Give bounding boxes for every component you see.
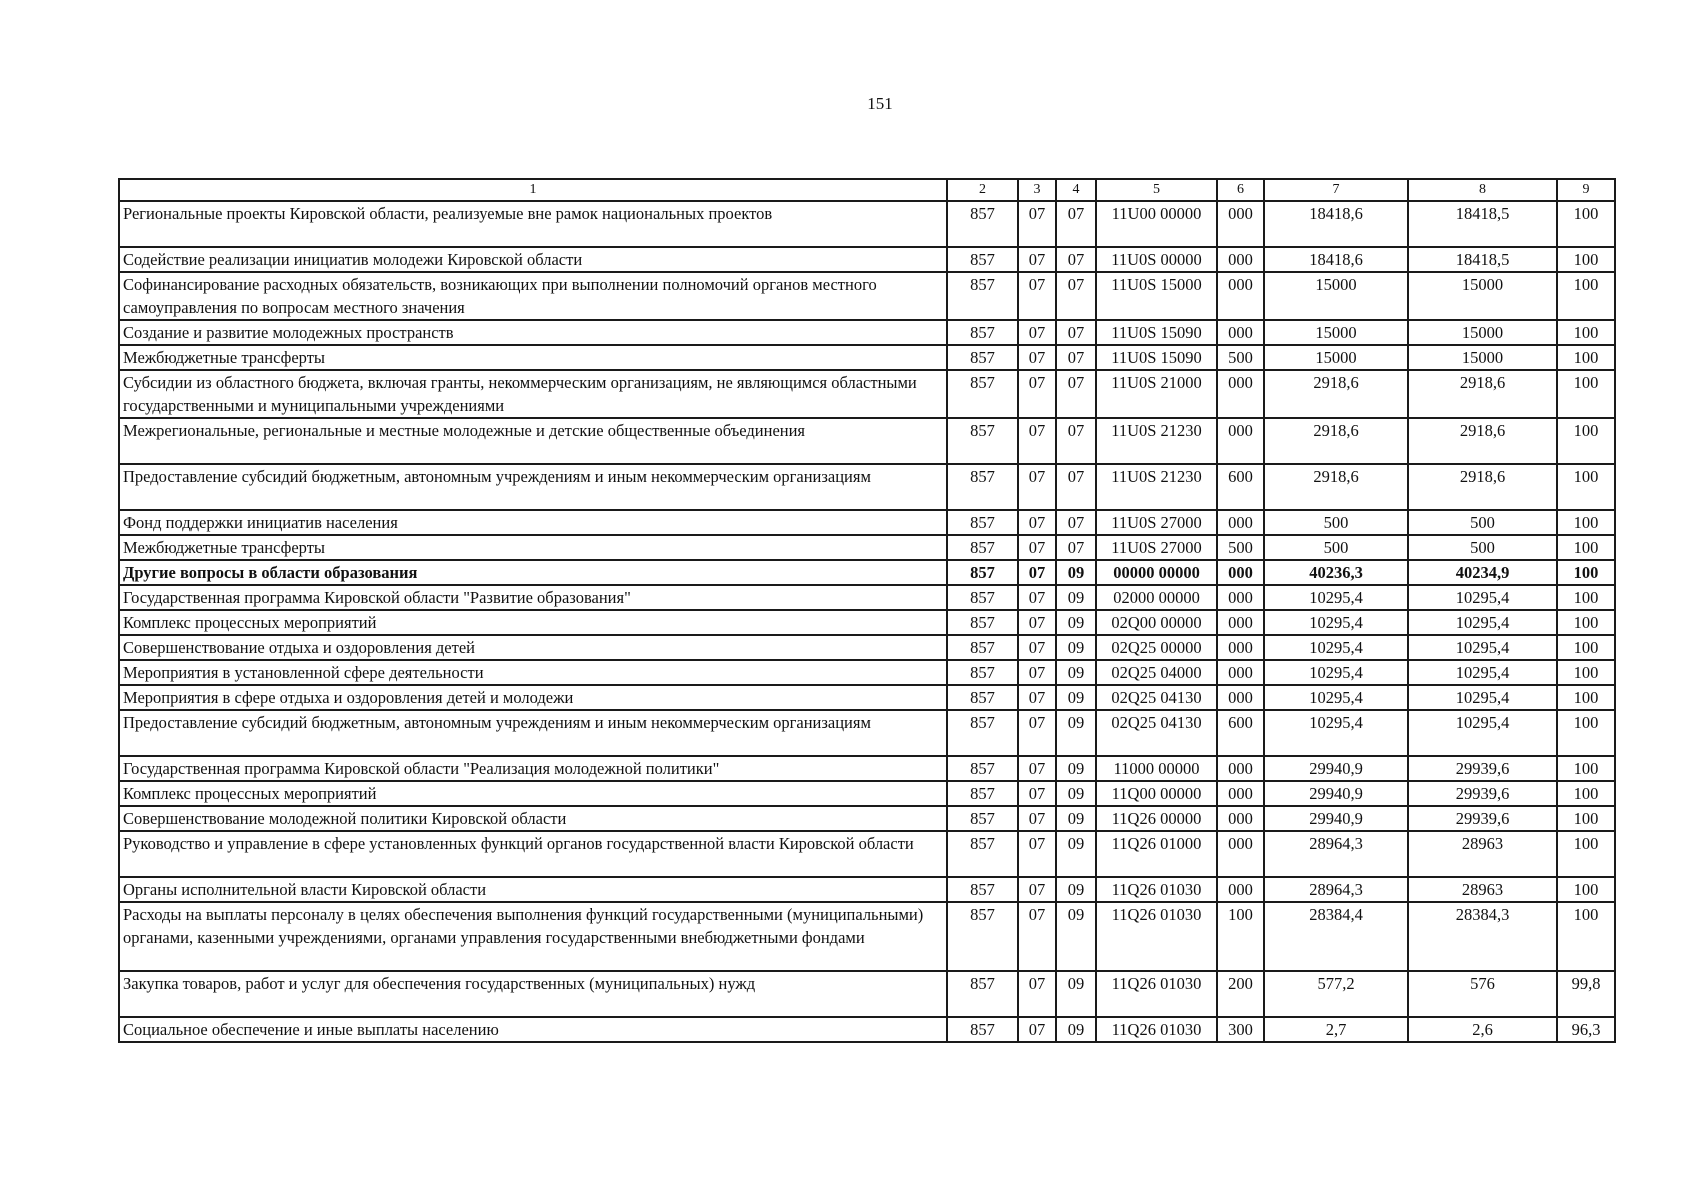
row-name-cell: Совершенствование отдыха и оздоровления детей	[119, 635, 947, 660]
row-name-cell: Межбюджетные трансферты	[119, 345, 947, 370]
row-section-cell: 07	[1018, 971, 1056, 1017]
table-row	[119, 710, 1615, 756]
row-executed-cell: 10295,4	[1408, 610, 1557, 635]
table-row	[119, 510, 1615, 535]
row-name-cell: Региональные проекты Кировской области, реализуемые вне рамок национальных проектов	[119, 201, 947, 247]
row-percent-cell: 96,3	[1557, 1017, 1615, 1042]
row-planned-cell: 2918,6	[1264, 464, 1408, 510]
row-section-cell: 07	[1018, 464, 1056, 510]
row-name-cell: Руководство и управление в сфере установленных функций органов государственной власти Кировской области	[119, 831, 947, 877]
row-code-cell: 857	[947, 345, 1018, 370]
row-expense-type-cell: 000	[1217, 247, 1264, 272]
row-section-cell: 07	[1018, 370, 1056, 418]
row-subsection-cell: 09	[1056, 610, 1096, 635]
row-subsection-cell: 07	[1056, 272, 1096, 320]
row-section-cell: 07	[1018, 660, 1056, 685]
row-target-code-cell: 11U0S 15090	[1096, 345, 1217, 370]
table-body	[119, 201, 1615, 1042]
row-expense-type-cell: 000	[1217, 320, 1264, 345]
row-expense-type-cell: 300	[1217, 1017, 1264, 1042]
table-row	[119, 464, 1615, 510]
row-subsection-cell: 07	[1056, 418, 1096, 464]
row-subsection-cell: 09	[1056, 560, 1096, 585]
row-executed-cell: 40234,9	[1408, 560, 1557, 585]
column-header-1: 1	[119, 179, 947, 201]
row-expense-type-cell: 200	[1217, 971, 1264, 1017]
row-name-cell: Органы исполнительной власти Кировской области	[119, 877, 947, 902]
row-planned-cell: 10295,4	[1264, 685, 1408, 710]
row-target-code-cell: 02Q25 04130	[1096, 710, 1217, 756]
row-name-cell: Предоставление субсидий бюджетным, автономным учреждениям и иным некоммерческим организациям	[119, 710, 947, 756]
row-executed-cell: 18418,5	[1408, 201, 1557, 247]
row-subsection-cell: 07	[1056, 510, 1096, 535]
row-expense-type-cell: 000	[1217, 585, 1264, 610]
table-row	[119, 560, 1615, 585]
row-planned-cell: 10295,4	[1264, 635, 1408, 660]
row-section-cell: 07	[1018, 320, 1056, 345]
row-planned-cell: 28964,3	[1264, 877, 1408, 902]
row-subsection-cell: 09	[1056, 902, 1096, 971]
row-executed-cell: 15000	[1408, 345, 1557, 370]
row-subsection-cell: 09	[1056, 971, 1096, 1017]
row-expense-type-cell: 500	[1217, 535, 1264, 560]
row-percent-cell: 100	[1557, 756, 1615, 781]
row-target-code-cell: 11Q26 01030	[1096, 1017, 1217, 1042]
row-executed-cell: 28963	[1408, 831, 1557, 877]
row-percent-cell: 100	[1557, 781, 1615, 806]
row-name-cell: Создание и развитие молодежных пространств	[119, 320, 947, 345]
row-name-cell: Межрегиональные, региональные и местные молодежные и детские общественные объединения	[119, 418, 947, 464]
row-executed-cell: 2,6	[1408, 1017, 1557, 1042]
row-name-cell: Расходы на выплаты персоналу в целях обеспечения выполнения функций государственными (муниципальными) органами, казенными учреждениями, органами управления государственными внебюджетными фондами	[119, 902, 947, 971]
table-row	[119, 320, 1615, 345]
column-header-6: 6	[1217, 179, 1264, 201]
row-target-code-cell: 11U0S 15000	[1096, 272, 1217, 320]
row-code-cell: 857	[947, 272, 1018, 320]
row-section-cell: 07	[1018, 610, 1056, 635]
row-code-cell: 857	[947, 806, 1018, 831]
row-planned-cell: 577,2	[1264, 971, 1408, 1017]
row-code-cell: 857	[947, 685, 1018, 710]
row-percent-cell: 100	[1557, 635, 1615, 660]
row-section-cell: 07	[1018, 201, 1056, 247]
row-name-cell: Комплекс процессных мероприятий	[119, 610, 947, 635]
row-executed-cell: 28384,3	[1408, 902, 1557, 971]
row-subsection-cell: 09	[1056, 685, 1096, 710]
row-target-code-cell: 11U0S 27000	[1096, 535, 1217, 560]
row-target-code-cell: 11U00 00000	[1096, 201, 1217, 247]
column-header-9: 9	[1557, 179, 1615, 201]
row-planned-cell: 29940,9	[1264, 781, 1408, 806]
row-subsection-cell: 09	[1056, 660, 1096, 685]
row-expense-type-cell: 000	[1217, 756, 1264, 781]
row-percent-cell: 100	[1557, 660, 1615, 685]
row-target-code-cell: 11U0S 21000	[1096, 370, 1217, 418]
row-section-cell: 07	[1018, 756, 1056, 781]
row-code-cell: 857	[947, 510, 1018, 535]
row-expense-type-cell: 000	[1217, 370, 1264, 418]
row-target-code-cell: 11Q26 01030	[1096, 902, 1217, 971]
row-section-cell: 07	[1018, 272, 1056, 320]
row-section-cell: 07	[1018, 560, 1056, 585]
row-target-code-cell: 11Q26 01030	[1096, 971, 1217, 1017]
table-row	[119, 685, 1615, 710]
row-planned-cell: 2,7	[1264, 1017, 1408, 1042]
row-planned-cell: 2918,6	[1264, 370, 1408, 418]
row-target-code-cell: 11U0S 00000	[1096, 247, 1217, 272]
row-target-code-cell: 02Q25 00000	[1096, 635, 1217, 660]
row-planned-cell: 18418,6	[1264, 247, 1408, 272]
row-percent-cell: 100	[1557, 831, 1615, 877]
row-executed-cell: 10295,4	[1408, 660, 1557, 685]
row-planned-cell: 15000	[1264, 272, 1408, 320]
row-code-cell: 857	[947, 585, 1018, 610]
row-planned-cell: 10295,4	[1264, 710, 1408, 756]
row-planned-cell: 10295,4	[1264, 660, 1408, 685]
row-expense-type-cell: 000	[1217, 806, 1264, 831]
table-row	[119, 635, 1615, 660]
row-code-cell: 857	[947, 201, 1018, 247]
row-section-cell: 07	[1018, 247, 1056, 272]
row-percent-cell: 100	[1557, 464, 1615, 510]
row-executed-cell: 500	[1408, 510, 1557, 535]
row-executed-cell: 2918,6	[1408, 418, 1557, 464]
column-header-8: 8	[1408, 179, 1557, 201]
row-planned-cell: 10295,4	[1264, 585, 1408, 610]
table-row	[119, 201, 1615, 247]
row-subsection-cell: 07	[1056, 535, 1096, 560]
row-percent-cell: 100	[1557, 247, 1615, 272]
row-section-cell: 07	[1018, 902, 1056, 971]
row-name-cell: Фонд поддержки инициатив населения	[119, 510, 947, 535]
row-code-cell: 857	[947, 635, 1018, 660]
row-target-code-cell: 11Q26 01000	[1096, 831, 1217, 877]
table-row	[119, 272, 1615, 320]
row-name-cell: Мероприятия в сфере отдыха и оздоровления детей и молодежи	[119, 685, 947, 710]
row-executed-cell: 576	[1408, 971, 1557, 1017]
row-planned-cell: 10295,4	[1264, 610, 1408, 635]
row-percent-cell: 100	[1557, 902, 1615, 971]
row-executed-cell: 10295,4	[1408, 685, 1557, 710]
row-percent-cell: 100	[1557, 272, 1615, 320]
table-row	[119, 585, 1615, 610]
row-code-cell: 857	[947, 418, 1018, 464]
row-executed-cell: 2918,6	[1408, 464, 1557, 510]
table-row	[119, 610, 1615, 635]
row-executed-cell: 10295,4	[1408, 710, 1557, 756]
row-subsection-cell: 09	[1056, 806, 1096, 831]
row-planned-cell: 29940,9	[1264, 756, 1408, 781]
row-subsection-cell: 09	[1056, 831, 1096, 877]
row-expense-type-cell: 000	[1217, 685, 1264, 710]
row-executed-cell: 29939,6	[1408, 781, 1557, 806]
row-section-cell: 07	[1018, 585, 1056, 610]
row-executed-cell: 15000	[1408, 272, 1557, 320]
row-code-cell: 857	[947, 877, 1018, 902]
table-row	[119, 902, 1615, 971]
row-section-cell: 07	[1018, 510, 1056, 535]
row-code-cell: 857	[947, 756, 1018, 781]
row-code-cell: 857	[947, 464, 1018, 510]
row-executed-cell: 29939,6	[1408, 756, 1557, 781]
row-executed-cell: 28963	[1408, 877, 1557, 902]
row-percent-cell: 100	[1557, 585, 1615, 610]
row-section-cell: 07	[1018, 781, 1056, 806]
row-executed-cell: 500	[1408, 535, 1557, 560]
row-planned-cell: 28964,3	[1264, 831, 1408, 877]
row-section-cell: 07	[1018, 831, 1056, 877]
row-code-cell: 857	[947, 560, 1018, 585]
row-percent-cell: 100	[1557, 710, 1615, 756]
table-row	[119, 247, 1615, 272]
row-name-cell: Социальное обеспечение и иные выплаты населению	[119, 1017, 947, 1042]
row-name-cell: Совершенствование молодежной политики Кировской области	[119, 806, 947, 831]
row-section-cell: 07	[1018, 877, 1056, 902]
row-target-code-cell: 02000 00000	[1096, 585, 1217, 610]
table-row	[119, 877, 1615, 902]
table-row	[119, 781, 1615, 806]
row-subsection-cell: 09	[1056, 781, 1096, 806]
row-subsection-cell: 07	[1056, 247, 1096, 272]
row-percent-cell: 100	[1557, 320, 1615, 345]
table-row	[119, 831, 1615, 877]
row-planned-cell: 40236,3	[1264, 560, 1408, 585]
row-target-code-cell: 11U0S 21230	[1096, 464, 1217, 510]
row-percent-cell: 100	[1557, 418, 1615, 464]
row-name-cell: Другие вопросы в области образования	[119, 560, 947, 585]
row-section-cell: 07	[1018, 685, 1056, 710]
row-section-cell: 07	[1018, 345, 1056, 370]
row-executed-cell: 10295,4	[1408, 585, 1557, 610]
row-percent-cell: 100	[1557, 806, 1615, 831]
row-section-cell: 07	[1018, 1017, 1056, 1042]
row-planned-cell: 28384,4	[1264, 902, 1408, 971]
row-subsection-cell: 09	[1056, 877, 1096, 902]
row-planned-cell: 29940,9	[1264, 806, 1408, 831]
row-planned-cell: 15000	[1264, 320, 1408, 345]
table-row	[119, 418, 1615, 464]
row-subsection-cell: 07	[1056, 464, 1096, 510]
row-percent-cell: 100	[1557, 560, 1615, 585]
row-expense-type-cell: 000	[1217, 635, 1264, 660]
row-section-cell: 07	[1018, 710, 1056, 756]
row-target-code-cell: 11U0S 27000	[1096, 510, 1217, 535]
row-target-code-cell: 02Q00 00000	[1096, 610, 1217, 635]
row-executed-cell: 10295,4	[1408, 635, 1557, 660]
page-number: 151	[867, 94, 893, 113]
row-name-cell: Закупка товаров, работ и услуг для обеспечения государственных (муниципальных) нужд	[119, 971, 947, 1017]
row-expense-type-cell: 000	[1217, 201, 1264, 247]
budget-table	[118, 178, 1616, 1043]
row-name-cell: Государственная программа Кировской области "Развитие образования"	[119, 585, 947, 610]
row-section-cell: 07	[1018, 535, 1056, 560]
row-executed-cell: 2918,6	[1408, 370, 1557, 418]
column-header-3: 3	[1018, 179, 1056, 201]
row-code-cell: 857	[947, 971, 1018, 1017]
row-code-cell: 857	[947, 781, 1018, 806]
row-expense-type-cell: 000	[1217, 831, 1264, 877]
row-subsection-cell: 09	[1056, 710, 1096, 756]
row-name-cell: Софинансирование расходных обязательств, возникающих при выполнении полномочий органов местного самоуправления по вопросам местного значения	[119, 272, 947, 320]
row-expense-type-cell: 500	[1217, 345, 1264, 370]
table-row	[119, 756, 1615, 781]
row-planned-cell: 18418,6	[1264, 201, 1408, 247]
row-code-cell: 857	[947, 370, 1018, 418]
row-subsection-cell: 09	[1056, 635, 1096, 660]
row-code-cell: 857	[947, 660, 1018, 685]
row-target-code-cell: 11U0S 15090	[1096, 320, 1217, 345]
row-expense-type-cell: 000	[1217, 510, 1264, 535]
row-percent-cell: 99,8	[1557, 971, 1615, 1017]
row-name-cell: Мероприятия в установленной сфере деятельности	[119, 660, 947, 685]
row-expense-type-cell: 000	[1217, 660, 1264, 685]
row-section-cell: 07	[1018, 635, 1056, 660]
row-subsection-cell: 07	[1056, 345, 1096, 370]
table-row	[119, 660, 1615, 685]
row-code-cell: 857	[947, 710, 1018, 756]
row-target-code-cell: 02Q25 04000	[1096, 660, 1217, 685]
row-subsection-cell: 09	[1056, 756, 1096, 781]
row-subsection-cell: 07	[1056, 370, 1096, 418]
row-name-cell: Субсидии из областного бюджета, включая гранты, некоммерческим организациям, не являющимся областными государственными и муниципальными учреждениями	[119, 370, 947, 418]
row-name-cell: Комплекс процессных мероприятий	[119, 781, 947, 806]
row-expense-type-cell: 100	[1217, 902, 1264, 971]
table-row	[119, 370, 1615, 418]
row-target-code-cell: 11Q00 00000	[1096, 781, 1217, 806]
row-code-cell: 857	[947, 902, 1018, 971]
row-section-cell: 07	[1018, 806, 1056, 831]
row-planned-cell: 500	[1264, 535, 1408, 560]
row-name-cell: Государственная программа Кировской области "Реализация молодежной политики"	[119, 756, 947, 781]
row-planned-cell: 2918,6	[1264, 418, 1408, 464]
row-subsection-cell: 07	[1056, 320, 1096, 345]
row-expense-type-cell: 000	[1217, 418, 1264, 464]
column-header-7: 7	[1264, 179, 1408, 201]
row-subsection-cell: 09	[1056, 1017, 1096, 1042]
row-expense-type-cell: 600	[1217, 464, 1264, 510]
column-header-4: 4	[1056, 179, 1096, 201]
row-target-code-cell: 02Q25 04130	[1096, 685, 1217, 710]
column-header-2: 2	[947, 179, 1018, 201]
row-percent-cell: 100	[1557, 535, 1615, 560]
row-percent-cell: 100	[1557, 370, 1615, 418]
row-code-cell: 857	[947, 610, 1018, 635]
row-subsection-cell: 09	[1056, 585, 1096, 610]
row-expense-type-cell: 000	[1217, 781, 1264, 806]
row-percent-cell: 100	[1557, 345, 1615, 370]
table-row	[119, 806, 1615, 831]
budget-table-wrapper	[118, 178, 1614, 1043]
row-planned-cell: 15000	[1264, 345, 1408, 370]
row-name-cell: Межбюджетные трансферты	[119, 535, 947, 560]
row-percent-cell: 100	[1557, 201, 1615, 247]
row-percent-cell: 100	[1557, 510, 1615, 535]
row-code-cell: 857	[947, 320, 1018, 345]
row-percent-cell: 100	[1557, 685, 1615, 710]
row-target-code-cell: 11U0S 21230	[1096, 418, 1217, 464]
row-executed-cell: 15000	[1408, 320, 1557, 345]
row-percent-cell: 100	[1557, 610, 1615, 635]
row-subsection-cell: 07	[1056, 201, 1096, 247]
table-row	[119, 535, 1615, 560]
row-target-code-cell: 11Q26 01030	[1096, 877, 1217, 902]
row-expense-type-cell: 000	[1217, 272, 1264, 320]
table-row	[119, 345, 1615, 370]
row-code-cell: 857	[947, 247, 1018, 272]
row-executed-cell: 29939,6	[1408, 806, 1557, 831]
row-percent-cell: 100	[1557, 877, 1615, 902]
table-row	[119, 1017, 1615, 1042]
row-target-code-cell: 00000 00000	[1096, 560, 1217, 585]
row-target-code-cell: 11Q26 00000	[1096, 806, 1217, 831]
row-expense-type-cell: 000	[1217, 610, 1264, 635]
table-row	[119, 971, 1615, 1017]
row-code-cell: 857	[947, 535, 1018, 560]
row-expense-type-cell: 000	[1217, 877, 1264, 902]
row-name-cell: Предоставление субсидий бюджетным, автономным учреждениям и иным некоммерческим организациям	[119, 464, 947, 510]
row-name-cell: Содействие реализации инициатив молодежи Кировской области	[119, 247, 947, 272]
row-target-code-cell: 11000 00000	[1096, 756, 1217, 781]
row-code-cell: 857	[947, 1017, 1018, 1042]
header-row	[119, 179, 1615, 201]
row-expense-type-cell: 600	[1217, 710, 1264, 756]
row-section-cell: 07	[1018, 418, 1056, 464]
row-executed-cell: 18418,5	[1408, 247, 1557, 272]
row-code-cell: 857	[947, 831, 1018, 877]
row-expense-type-cell: 000	[1217, 560, 1264, 585]
column-header-5: 5	[1096, 179, 1217, 201]
row-planned-cell: 500	[1264, 510, 1408, 535]
